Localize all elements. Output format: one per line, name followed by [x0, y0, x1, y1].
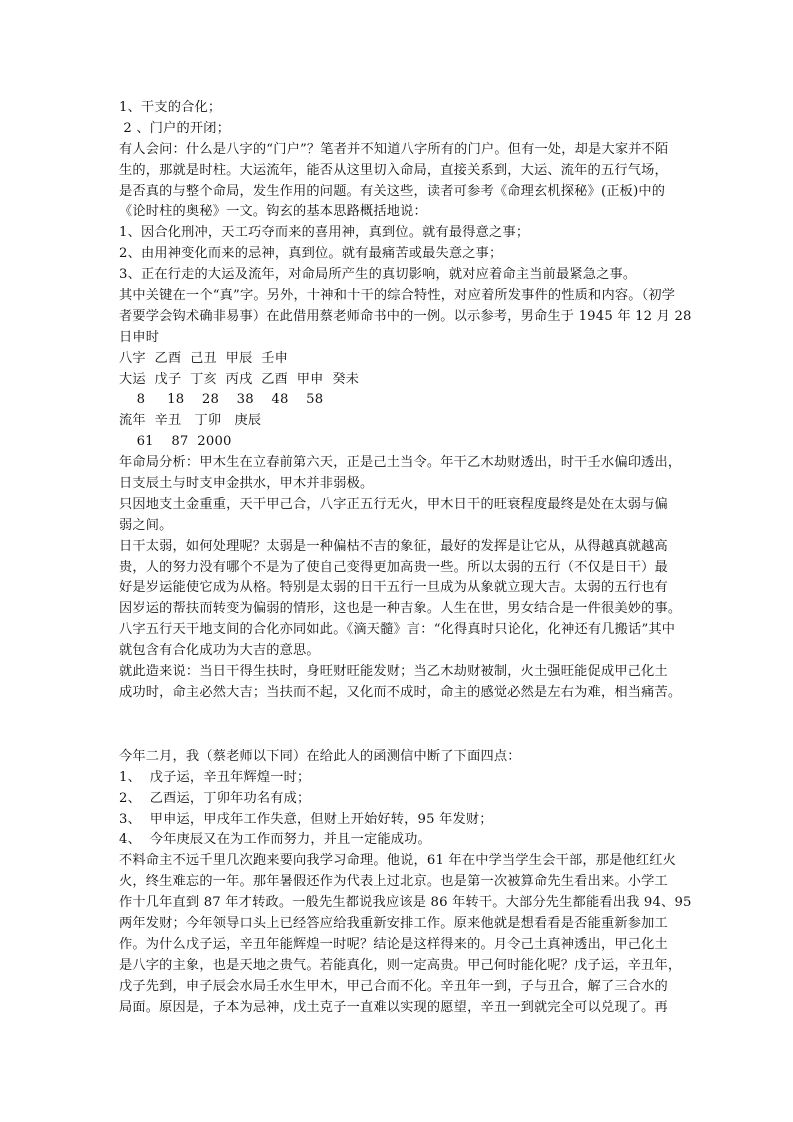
text-line: 其中关键在一个“真”字。另外，十神和十干的综合特性，对应着所发事件的性质和内容。（初学: [119, 288, 676, 304]
text-line: 1、干支的合化；: [119, 100, 222, 115]
text-line: 3、正在行走的大运及流年，对命局所产生的真切影响，就对应着命主当前最紧急之事。: [119, 267, 637, 283]
document-body: [119, 98, 692, 1018]
paragraph-spacer: [119, 704, 689, 747]
text-line: 年命局分析：甲木生在立春前第六天，正是己土当令。年干乙木劫财透出，时干壬水偏印透出，: [119, 455, 682, 471]
text-line: 不料命主不远千里几次跑来要向我学习命理。他说，61 年在中学当学生会干部，那是他红红火: [119, 853, 677, 869]
text-line: 只因地支土金重重，天干甲己合，八字正五行无火，甲木日干的旺衰程度最终是处在太弱与偏: [119, 496, 668, 512]
text-line: 就包含有合化成功为大吉的意思。: [119, 643, 320, 659]
text-line: 弱之间。: [119, 517, 173, 533]
text-line: 因岁运的帮扶而转变为偏弱的情形，这也是一种吉象。人生在世，男女结合是一件很美妙的事。: [119, 601, 682, 617]
liunian-line: 流年 辛丑 丁卯 庚辰: [119, 413, 262, 429]
text-line: 是否真的与整个命局，发生作用的问题。有关这些，读者可参考《命理玄机探秘》(正板)中的: [119, 183, 666, 199]
text-line: 今年二月，我（蔡老师以下同）在给此人的函测信中断了下面四点：: [119, 748, 521, 764]
text-line: 局面。原因是，子本为忌神，戊土克子一直难以实现的愿望，辛丑一到就完全可以兑现了。再: [119, 999, 668, 1015]
text-line: 者要学会钩术确非易事）在此借用蔡老师命书中的一例。以示参考，男命生于 1945 年 12 月 28: [119, 308, 692, 324]
text-line: 就此造来说：当日干得生扶时，身旺财旺能发财；当乙木劫财被制，火土强旺能促成甲己化土: [119, 664, 668, 680]
text-line: 《论时柱的奥秘》一文。钩玄的基本思路概括地说：: [119, 204, 427, 220]
text-line: 1、因合化刑冲，天工巧夺而来的喜用神，真到位。就有最得意之事；: [119, 225, 530, 241]
text-line: 3、 甲申运，甲戌年工作失意，但财上开始好转，95 年发财；: [119, 811, 493, 827]
text-line: 八字五行天干地支间的合化亦同如此。《滴天髓》言：“化得真时只论化，化神还有几搬话”其中: [119, 622, 676, 638]
text-line: 火，终生难忘的一年。那年暑假还作为代表上过北京。也是第一次被算命先生看出来。小学工: [119, 874, 668, 890]
text-line: 2、由用神变化而来的忌神，真到位。就有最痛苦或最失意之事；: [119, 246, 503, 262]
text-line: 好是岁运能使它成为从格。特别是太弱的日干五行一旦成为从象就立现大吉。太弱的五行也有: [119, 580, 668, 596]
liunian-years-line: 61 87 2000: [119, 434, 232, 450]
dayun-line: 大运 戊子 丁亥 丙戌 乙酉 甲申 癸未: [119, 371, 360, 387]
bazi-chart-line: 八字 乙酉 己丑 甲辰 壬申: [119, 350, 289, 366]
text-line: 作。为什么戊子运，辛丑年能辉煌一时呢？结论是这样得来的。月令己土真神透出，甲己化土: [119, 936, 668, 952]
text-line: 成功时，命主必然大吉；当扶而不起，又化而不成时，命主的感觉必然是左右为难，相当痛苦。: [119, 684, 682, 700]
text-line: 日干太弱，如何处理呢？太弱是一种偏枯不吉的象征，最好的发挥是让它从，从得越真就越高: [119, 538, 668, 554]
section-predictions: [119, 747, 692, 1019]
text-line: 1、 戊子运，辛丑年辉煌一时；: [119, 769, 311, 785]
text-line: 4、 今年庚辰又在为工作而努力，并且一定能成功。: [119, 832, 431, 848]
text-line: 是八字的主象，也是天地之贵气。若能真化，则一定高贵。甲己何时能化呢？戊子运，辛丑年，: [119, 957, 682, 973]
text-line: 戊子先到，申子辰会水局壬水生甲木，甲己合而不化。辛丑年一到，子与丑合，解了三合水的: [119, 978, 668, 994]
dayun-ages-line: 8 18 28 38 48 58: [119, 392, 324, 408]
text-line: 2 、门户的开闭；: [119, 120, 231, 136]
text-line: 生的，那就是时柱。大运流年，能否从这里切入命局，直接关系到，大运、流年的五行气场，: [119, 162, 668, 178]
text-line: 日支辰土与时支申金拱水，甲木并非弱极。: [119, 476, 374, 492]
text-line: 有人会问：什么是八字的“门户”？笔者并不知道八字所有的门户。但有一处，却是大家并不陌: [119, 141, 669, 157]
text-line: 两年发财；今年领导口头上已经答应给我重新安排工作。原来他就是想看看是否能重新参加工: [119, 915, 668, 931]
section-analysis: [119, 98, 692, 704]
text-line: 2、 乙酉运，丁卯年功名有成；: [119, 790, 311, 806]
text-line: 贵，人的努力没有哪个不是为了使自己变得更加高贵一些。所以太弱的五行（不仅是日干）最: [119, 559, 668, 575]
text-line: 作十几年直到 87 年才转政。一般先生都说我应该是 86 年转干。大部分先生都能看出我 94、95: [119, 895, 692, 911]
text-line: 日申时: [119, 329, 160, 345]
